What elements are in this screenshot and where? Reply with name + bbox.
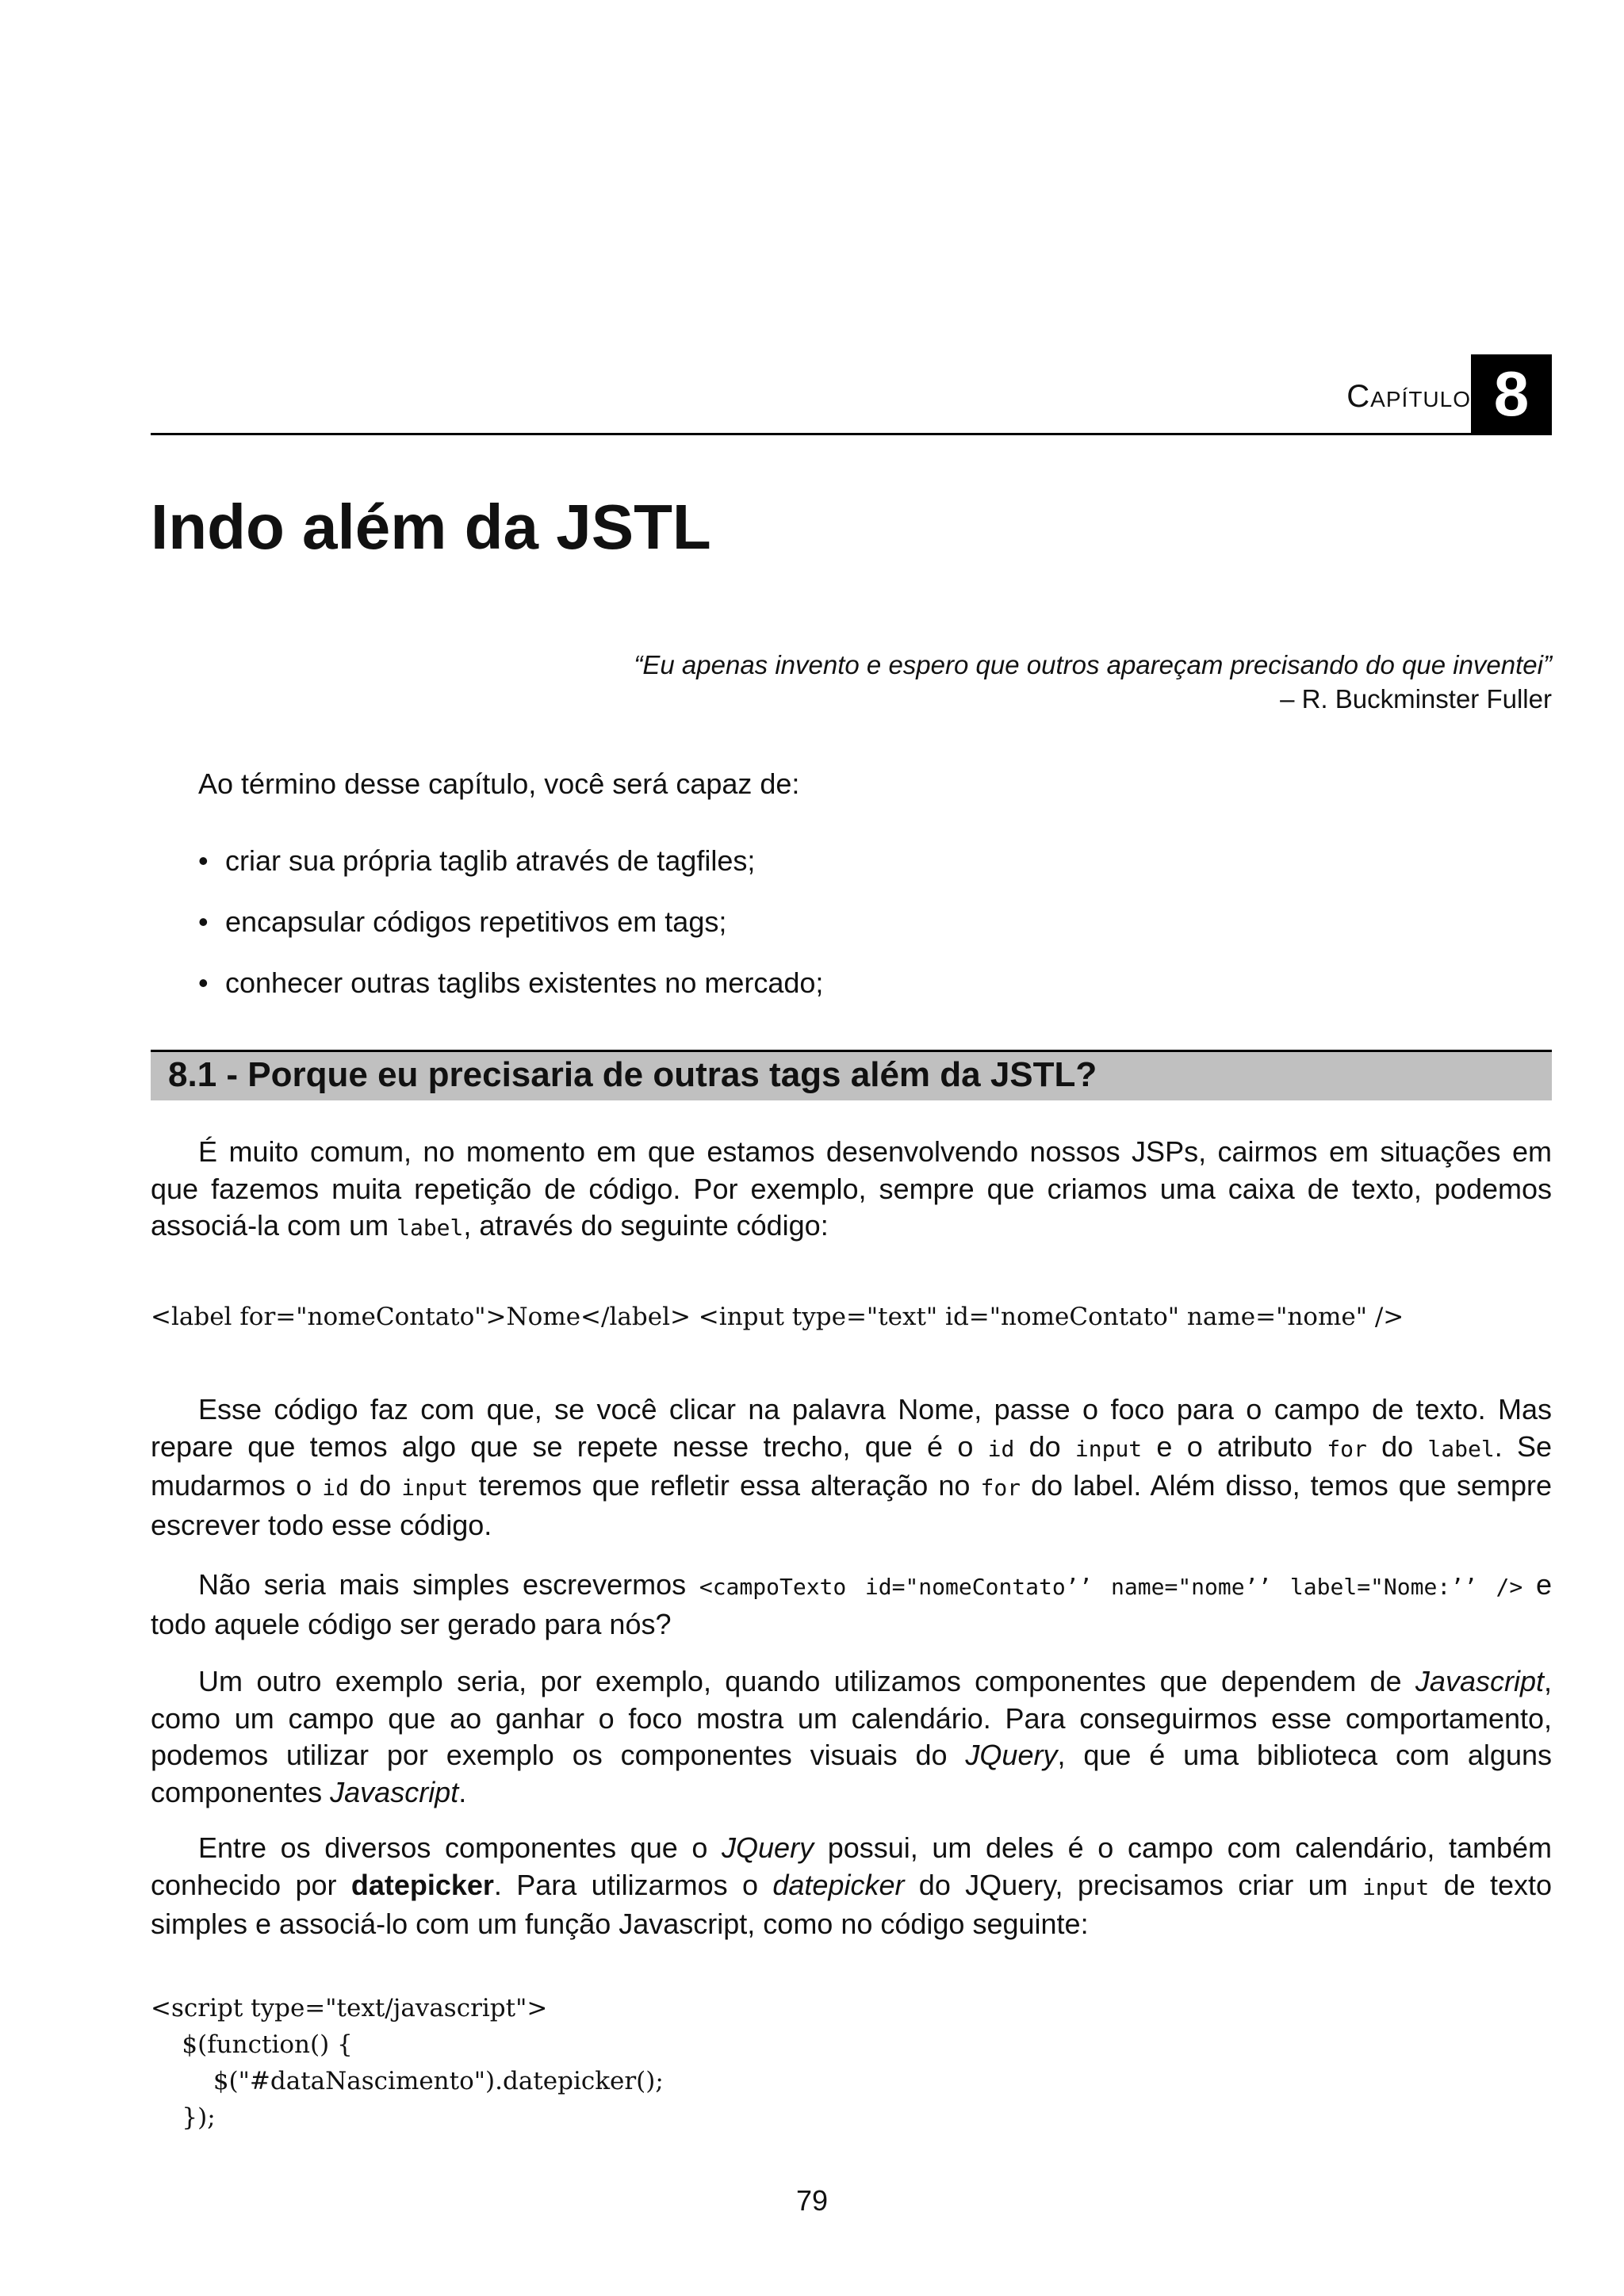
paragraph-text: , através do seguinte código:: [463, 1209, 829, 1242]
emphasis-text: datepicker: [772, 1868, 905, 1901]
paragraph-text: , que é uma biblioteca com alguns componentes: [151, 1739, 1552, 1808]
paragraph-5: [151, 1830, 1552, 1943]
bold-text: datepicker: [350, 1868, 494, 1901]
paragraph-text: Entre os diversos componentes que o: [198, 1831, 722, 1864]
chapter-number-box: 8: [1471, 354, 1552, 434]
chapter-rule: [151, 433, 1552, 435]
paragraph-text: de texto simples e associá-lo com um função Javascript, como no código seguinte:: [151, 1868, 1552, 1940]
chapter-title: Indo além da JSTL: [151, 492, 711, 562]
inline-code: id: [987, 1435, 1015, 1462]
paragraph-text: do: [1366, 1429, 1428, 1463]
bullet-icon: •: [198, 966, 209, 999]
paragraph-text: do: [348, 1469, 402, 1502]
paragraph-text: do label. Além disso, temos que sempre escrever todo esse código.: [151, 1469, 1553, 1541]
paragraph-text: Um outro exemplo seria, por exemplo, quando utilizamos componentes que dependem de: [198, 1665, 1415, 1697]
inline-code: label: [396, 1215, 464, 1241]
paragraph-text: Esse código faz com que, se você clicar na palavra Nome, passe o foco para o campo de texto. Mas repare que temos algo que se repete nesse trecho, que é o: [151, 1393, 1552, 1463]
epigraph-author: – R. Buckminster Fuller: [1280, 684, 1552, 714]
emphasis-text: Javascript: [1415, 1665, 1544, 1697]
page-number: 79: [795, 2184, 829, 2217]
objective-text: conhecer outras taglibs existentes no mercado;: [225, 966, 824, 999]
paragraph-text: . Para utilizarmos o: [493, 1868, 773, 1901]
inline-code: for: [1327, 1435, 1367, 1462]
emphasis-text: Javascript: [330, 1775, 459, 1808]
objective-text: encapsular códigos repetitivos em tags;: [225, 905, 727, 938]
paragraph-1: [151, 1134, 1552, 1247]
list-item: [198, 905, 823, 966]
inline-code: <campoTexto id="nomeContato’’ name="nome’’ label="Nome:’’ />: [699, 1574, 1523, 1600]
epigraph: [634, 649, 1552, 717]
paragraph-text: É muito comum, no momento em que estamos desenvolvendo nossos JSPs, cairmos em situações em que fazemos muita repetição de código. Por exemplo, sempre que criamos uma caixa de texto, podemos associá-la com um: [151, 1135, 1552, 1242]
paragraph-text: possui, um deles é o campo com calendário, também conhecido por: [151, 1831, 1552, 1901]
objective-text: criar sua própria taglib através de tagfiles;: [225, 844, 756, 877]
bullet-icon: •: [198, 844, 209, 877]
paragraph-2: [151, 1391, 1552, 1544]
inline-code: label: [1427, 1435, 1495, 1462]
paragraph-text: do JQuery, precisamos criar um: [904, 1868, 1362, 1901]
epigraph-quote: “Eu apenas invento e espero que outros apareçam precisando do que inventei”: [634, 650, 1552, 679]
paragraph-text: .: [458, 1775, 467, 1808]
code-block-label-input: <label for="nomeContato">Nome</label> <input type="text" id="nomeContato" name="nome" />: [151, 1303, 1404, 1331]
objectives-intro: Ao término desse capítulo, você será capaz de:: [198, 767, 800, 800]
chapter-label: Capítulo: [1346, 379, 1471, 414]
paragraph-text: teremos que refletir essa alteração no: [468, 1469, 981, 1502]
paragraph-text: do: [1014, 1429, 1075, 1463]
paragraph-text: e todo aquele código ser gerado para nós?: [151, 1568, 1552, 1640]
paragraph-text: e o atributo: [1142, 1429, 1327, 1463]
paragraph-3: [151, 1567, 1552, 1643]
paragraph-4: [151, 1663, 1552, 1811]
bullet-icon: •: [198, 905, 209, 938]
code-block-datepicker: <script type="text/javascript"> $(function() { $("#dataNascimento").datepicker(); });: [151, 1994, 664, 2132]
paragraph-text: , como um campo que ao ganhar o foco mostra um calendário. Para conseguirmos esse comportamento, podemos utilizar por exemplo os componentes visuais do: [151, 1665, 1552, 1771]
inline-code: id: [322, 1475, 349, 1501]
inline-code: input: [401, 1475, 469, 1501]
emphasis-text: JQuery: [965, 1739, 1058, 1771]
paragraph-text: Não seria mais simples escrevermos: [198, 1568, 699, 1601]
objectives-list: [198, 844, 823, 1027]
paragraph-text: . Se mudarmos o: [151, 1429, 1553, 1502]
list-item: [198, 844, 823, 905]
section-title: 8.1 - Porque eu precisaria de outras tags além da JSTL?: [168, 1055, 1097, 1094]
inline-code: for: [980, 1475, 1021, 1501]
list-item: [198, 966, 823, 1027]
inline-code: input: [1362, 1873, 1430, 1900]
inline-code: input: [1074, 1435, 1143, 1462]
emphasis-text: JQuery: [722, 1831, 814, 1864]
